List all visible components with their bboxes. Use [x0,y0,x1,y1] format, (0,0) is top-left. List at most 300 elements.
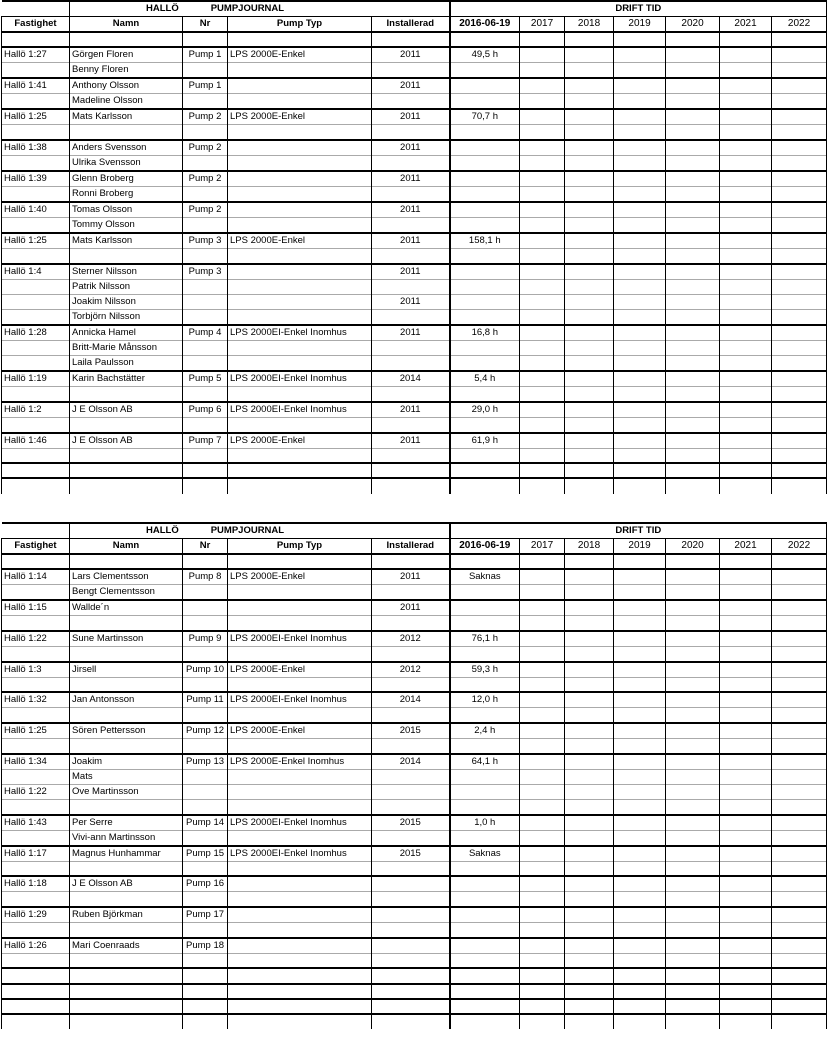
cell-namn [70,953,183,968]
cell-drift [450,923,520,938]
cell-year-empty [666,233,720,249]
cell-year-empty [614,708,666,723]
cell-namn [70,463,183,478]
cell-drift [450,78,520,94]
cell-year-empty [772,754,827,770]
cell-year-empty [720,692,772,708]
cell-namn: Tommy Olsson [70,217,183,233]
cell-typ [228,140,372,156]
cell-year-empty [666,830,720,846]
cell-year-empty [614,202,666,218]
cell-inst: 2014 [372,754,450,770]
table-row [2,830,827,846]
cell-namn: Mats Karlsson [70,233,183,249]
cell-typ [228,264,372,280]
cell-year-empty [772,309,827,325]
cell-year-empty [666,94,720,110]
cell-drift [450,1014,520,1029]
cell-year-empty [520,248,565,263]
cell-typ [228,677,372,692]
table-row [2,631,827,647]
cell-inst [372,155,450,171]
cell-year-empty [614,248,666,263]
cell-year-empty [565,248,614,263]
cell-drift [450,309,520,325]
cell-typ [228,984,372,999]
cell-year-empty [520,708,565,723]
cell-namn: Görgen Floren [70,47,183,63]
table-row [2,186,827,202]
cell-year-empty [720,800,772,815]
cell-namn [70,387,183,402]
cell-drift [450,171,520,187]
cell-year-empty [565,907,614,923]
cell-year-empty [720,233,772,249]
cell-inst [372,585,450,601]
cell-nr [183,448,228,463]
column-header: Namn [70,539,183,555]
cell-year-empty [720,356,772,372]
cell-year-empty [614,662,666,678]
cell-year-empty [565,309,614,325]
cell-inst [372,677,450,692]
cell-year-empty [666,309,720,325]
cell-year-empty [614,217,666,233]
cell-year-empty [614,554,666,569]
cell-typ [228,78,372,94]
cell-year-empty [772,938,827,954]
cell-fastighet [2,478,70,493]
cell-year-empty [720,94,772,110]
cell-year-empty [565,478,614,493]
cell-inst [372,94,450,110]
cell-typ [228,876,372,892]
column-header: 2020 [666,17,720,33]
cell-year-empty [520,984,565,999]
cell-year-empty [720,125,772,140]
cell-year-empty [666,371,720,387]
cell-fastighet [2,309,70,325]
cell-nr [183,554,228,569]
table-row [2,616,827,631]
table-row [2,754,827,770]
cell-inst [372,876,450,892]
table-row [2,155,827,171]
cell-fastighet [2,217,70,233]
cell-year-empty [720,155,772,171]
cell-nr [183,708,228,723]
cell-year-empty [772,769,827,784]
column-header: Installerad [372,17,450,33]
cell-inst: 2011 [372,569,450,585]
cell-namn [70,1014,183,1029]
cell-year-empty [772,554,827,569]
cell-year-empty [520,692,565,708]
cell-namn: Benny Floren [70,63,183,79]
cell-year-empty [565,631,614,647]
cell-year-empty [565,769,614,784]
table-row [2,662,827,678]
cell-namn: Karin Bachstätter [70,371,183,387]
cell-year-empty [565,846,614,862]
cell-fastighet [2,1014,70,1029]
table-row [2,569,827,585]
cell-namn: Wallde´n [70,600,183,616]
cell-namn: Bengt Clementsson [70,585,183,601]
cell-year-empty [565,325,614,341]
cell-typ: LPS 2000E-Enkel [228,569,372,585]
cell-year-empty [565,463,614,478]
cell-drift [450,938,520,954]
table-row [2,202,827,218]
title-pumpjournal: PUMPJOURNAL [210,3,285,14]
cell-fastighet [2,646,70,661]
cell-namn [70,968,183,983]
cell-drift: 16,8 h [450,325,520,341]
cell-year-empty [614,78,666,94]
cell-year-empty [565,387,614,402]
cell-inst: 2011 [372,325,450,341]
cell-year-empty [772,738,827,753]
cell-nr: Pump 16 [183,876,228,892]
cell-year-empty [565,417,614,432]
cell-year-empty [772,999,827,1014]
cell-year-empty [772,585,827,601]
cell-drift [450,94,520,110]
cell-year-empty [666,662,720,678]
cell-year-empty [772,63,827,79]
cell-year-empty [614,754,666,770]
cell-drift [450,585,520,601]
cell-inst: 2011 [372,433,450,449]
drift-tid-title: DRIFT TID [450,1,827,17]
table-row [2,815,827,831]
column-header: 2021 [720,17,772,33]
cell-fastighet [2,923,70,938]
cell-drift: 64,1 h [450,754,520,770]
cell-inst: 2015 [372,846,450,862]
cell-typ [228,769,372,784]
cell-year-empty [614,402,666,418]
cell-year-empty [520,830,565,846]
cell-drift: 49,5 h [450,47,520,63]
cell-fastighet [2,463,70,478]
cell-year-empty [614,984,666,999]
cell-year-empty [520,155,565,171]
cell-year-empty [520,815,565,831]
cell-nr: Pump 18 [183,938,228,954]
cell-year-empty [565,448,614,463]
cell-year-empty [614,47,666,63]
cell-year-empty [614,309,666,325]
cell-year-empty [666,140,720,156]
cell-namn: J E Olsson AB [70,876,183,892]
cell-year-empty [720,585,772,601]
cell-inst [372,125,450,140]
cell-fastighet: Hallö 1:43 [2,815,70,831]
cell-year-empty [614,94,666,110]
cell-nr: Pump 2 [183,109,228,125]
cell-nr [183,616,228,631]
cell-year-empty [666,723,720,739]
cell-year-empty [772,448,827,463]
cell-typ: LPS 2000E-Enkel Inomhus [228,754,372,770]
cell-inst [372,248,450,263]
cell-namn: Lars Clementsson [70,569,183,585]
table-row [2,708,827,723]
cell-drift [450,387,520,402]
column-header: 2022 [772,17,827,33]
cell-year-empty [666,708,720,723]
cell-fastighet [2,861,70,876]
cell-year-empty [614,109,666,125]
cell-typ [228,585,372,601]
cell-year-empty [520,585,565,601]
cell-namn: Vivi-ann Martinsson [70,830,183,846]
cell-year-empty [666,984,720,999]
cell-namn: J E Olsson AB [70,402,183,418]
cell-year-empty [666,923,720,938]
cell-inst [372,892,450,907]
cell-drift: 5,4 h [450,371,520,387]
cell-nr [183,984,228,999]
cell-year-empty [520,677,565,692]
cell-year-empty [666,1014,720,1029]
cell-inst [372,708,450,723]
cell-year-empty [720,463,772,478]
cell-drift: 1,0 h [450,815,520,831]
cell-typ [228,63,372,79]
cell-year-empty [614,815,666,831]
cell-year-empty [565,32,614,47]
cell-year-empty [666,815,720,831]
table-row [2,984,827,999]
cell-year-empty [614,769,666,784]
cell-typ [228,800,372,815]
cell-year-empty [565,171,614,187]
table-row [2,294,827,309]
cell-typ: LPS 2000EI-Enkel Inomhus [228,815,372,831]
column-header: Fastighet [2,17,70,33]
cell-year-empty [720,186,772,202]
cell-namn [70,892,183,907]
cell-year-empty [666,968,720,983]
table-row [2,938,827,954]
table-row [2,63,827,79]
column-header: Namn [70,17,183,33]
cell-typ [228,356,372,372]
cell-year-empty [565,616,614,631]
cell-year-empty [565,784,614,799]
cell-typ: LPS 2000E-Enkel [228,723,372,739]
cell-inst [372,769,450,784]
cell-year-empty [772,677,827,692]
cell-year-empty [520,233,565,249]
column-header: 2019 [614,17,666,33]
cell-nr: Pump 9 [183,631,228,647]
cell-typ [228,600,372,616]
cell-year-empty [772,217,827,233]
cell-year-empty [614,953,666,968]
cell-nr [183,923,228,938]
cell-nr [183,953,228,968]
cell-drift [450,769,520,784]
table-row [2,109,827,125]
cell-fastighet [2,186,70,202]
cell-fastighet [2,340,70,355]
cell-year-empty [666,433,720,449]
cell-drift [450,217,520,233]
cell-drift [450,784,520,799]
cell-year-empty [614,846,666,862]
cell-drift: 2,4 h [450,723,520,739]
cell-year-empty [614,646,666,661]
cell-year-empty [720,279,772,294]
table-row [2,907,827,923]
cell-typ: LPS 2000E-Enkel [228,47,372,63]
cell-typ [228,448,372,463]
cell-year-empty [666,692,720,708]
cell-year-empty [614,478,666,493]
cell-fastighet: Hallö 1:25 [2,233,70,249]
cell-year-empty [520,340,565,355]
cell-year-empty [614,371,666,387]
cell-year-empty [565,78,614,94]
table-row [2,356,827,372]
table-row [2,723,827,739]
cell-nr [183,677,228,692]
cell-namn [70,861,183,876]
cell-typ [228,202,372,218]
cell-fastighet: Hallö 1:34 [2,754,70,770]
cell-drift [450,478,520,493]
cell-inst [372,999,450,1014]
cell-namn: Ove Martinsson [70,784,183,799]
cell-year-empty [614,830,666,846]
cell-year-empty [520,478,565,493]
cell-namn: Patrik Nilsson [70,279,183,294]
cell-namn: Glenn Broberg [70,171,183,187]
cell-nr: Pump 3 [183,264,228,280]
cell-year-empty [520,938,565,954]
cell-year-empty [720,769,772,784]
cell-year-empty [772,600,827,616]
cell-typ [228,417,372,432]
cell-inst: 2011 [372,171,450,187]
cell-year-empty [720,815,772,831]
cell-namn: Ulrika Svensson [70,155,183,171]
cell-year-empty [666,769,720,784]
cell-year-empty [614,600,666,616]
sheet-title [70,1,450,17]
cell-inst: 2011 [372,233,450,249]
cell-year-empty [772,478,827,493]
cell-drift [450,417,520,432]
cell-inst [372,417,450,432]
cell-year-empty [666,248,720,263]
cell-inst [372,478,450,493]
cell-nr [183,600,228,616]
cell-typ [228,387,372,402]
table-row [2,846,827,862]
cell-nr: Pump 1 [183,47,228,63]
cell-year-empty [772,94,827,110]
cell-year-empty [772,569,827,585]
cell-fastighet: Hallö 1:25 [2,723,70,739]
cell-inst: 2011 [372,202,450,218]
cell-year-empty [520,32,565,47]
table-row [2,264,827,280]
cell-fastighet: Hallö 1:19 [2,371,70,387]
cell-namn: Anders Svensson [70,140,183,156]
cell-year-empty [614,692,666,708]
cell-drift [450,356,520,372]
table-row [2,600,827,616]
cell-year-empty [565,125,614,140]
cell-year-empty [614,387,666,402]
cell-year-empty [772,294,827,309]
cell-drift: 70,7 h [450,109,520,125]
cell-year-empty [614,356,666,372]
cell-drift [450,125,520,140]
cell-nr [183,63,228,79]
cell-nr: Pump 5 [183,371,228,387]
cell-inst [372,340,450,355]
cell-year-empty [565,264,614,280]
cell-year-empty [565,569,614,585]
column-header: 2016-06-19 [450,539,520,555]
cell-year-empty [772,125,827,140]
cell-typ: LPS 2000EI-Enkel Inomhus [228,402,372,418]
cell-year-empty [772,140,827,156]
cell-nr [183,417,228,432]
cell-typ [228,708,372,723]
cell-namn: Mats Karlsson [70,109,183,125]
table-row [2,125,827,140]
cell-year-empty [666,264,720,280]
cell-inst [372,784,450,799]
cell-namn: Ronni Broberg [70,186,183,202]
cell-year-empty [520,646,565,661]
cell-inst: 2011 [372,78,450,94]
cell-fastighet [2,708,70,723]
cell-year-empty [565,677,614,692]
cell-year-empty [565,402,614,418]
cell-year-empty [520,861,565,876]
cell-inst [372,830,450,846]
cell-year-empty [666,938,720,954]
cell-inst [372,738,450,753]
cell-year-empty [520,769,565,784]
cell-year-empty [565,892,614,907]
cell-nr: Pump 1 [183,78,228,94]
cell-typ: LPS 2000EI-Enkel Inomhus [228,631,372,647]
cell-drift [450,264,520,280]
cell-year-empty [772,325,827,341]
cell-year-empty [666,402,720,418]
cell-nr: Pump 7 [183,433,228,449]
cell-fastighet: Hallö 1:41 [2,78,70,94]
cell-year-empty [520,631,565,647]
cell-year-empty [614,171,666,187]
cell-fastighet: Hallö 1:17 [2,846,70,862]
cell-inst: 2015 [372,815,450,831]
cell-inst: 2012 [372,631,450,647]
header-row [2,539,827,555]
cell-year-empty [614,892,666,907]
cell-typ [228,999,372,1014]
cell-year-empty [614,32,666,47]
